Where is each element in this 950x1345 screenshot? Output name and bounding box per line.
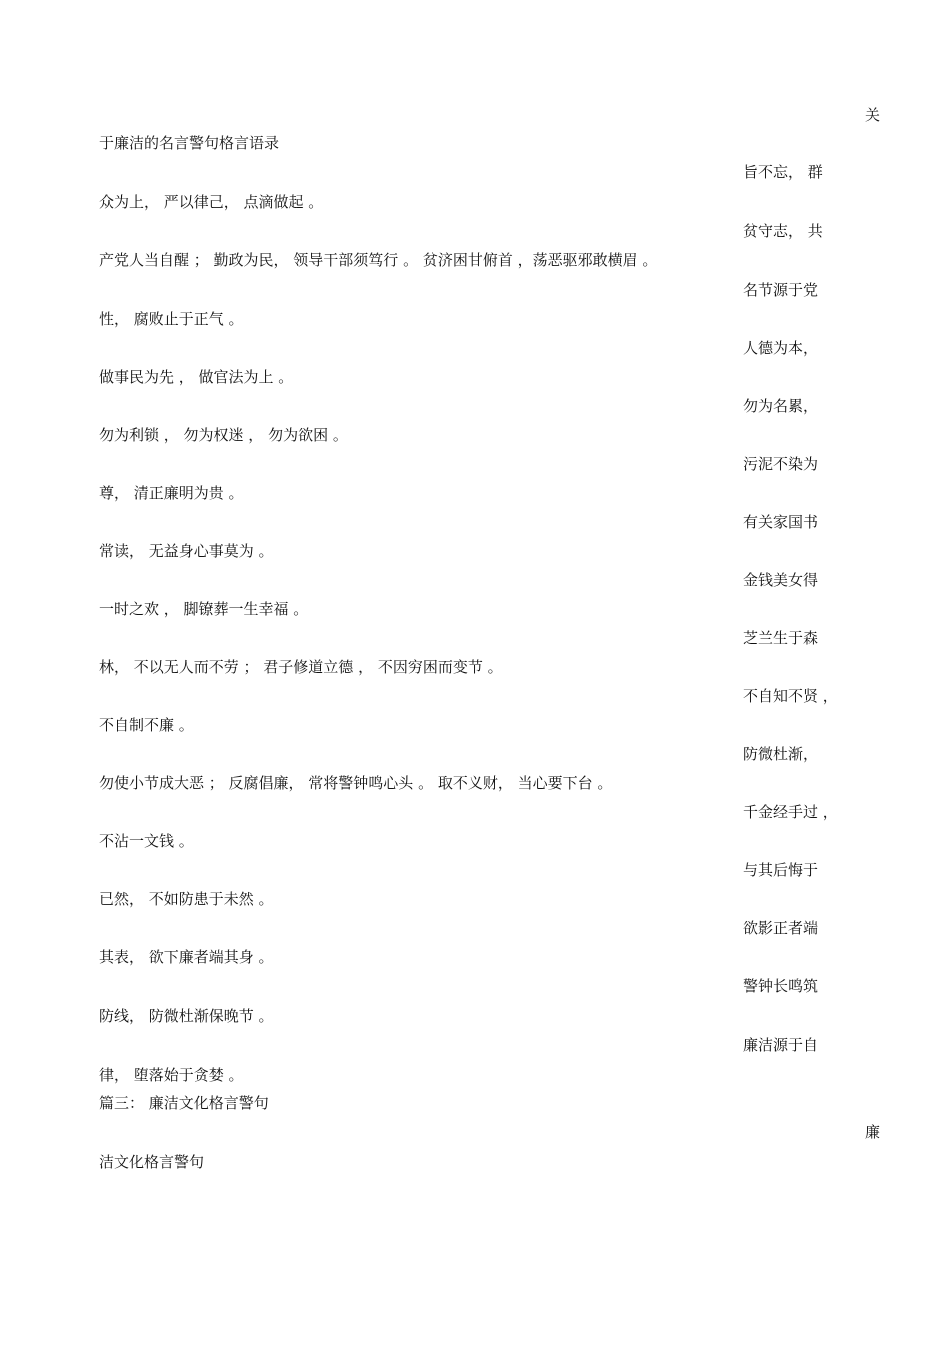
text-line: 廉: [865, 1123, 881, 1141]
text-line: 贫守志， 共: [743, 222, 823, 240]
text-line: 名节源于党: [743, 281, 819, 299]
text-line: 一时之欢 ， 脚镣葬一生幸福 。: [99, 600, 309, 618]
text-line: 律， 堕落始于贪婪 。: [99, 1066, 244, 1084]
text-line: 不沾一文钱 。: [99, 832, 194, 850]
text-line: 防线， 防微杜渐保晚节 。: [99, 1007, 274, 1025]
text-line: 有关家国书: [743, 513, 819, 531]
text-line: 关: [865, 106, 881, 124]
text-line: 警钟长鸣筑: [743, 977, 819, 995]
text-line: 勿为利锁 ， 勿为权迷 ， 勿为欲困 。: [99, 426, 348, 444]
text-line: 洁文化格言警句: [99, 1153, 205, 1171]
text-line: 常读， 无益身心事莫为 。: [99, 542, 274, 560]
text-line: 林， 不以无人而不劳 ； 君子修道立德 ， 不因穷困而变节 。: [99, 658, 503, 676]
text-line: 千金经手过 ，: [743, 803, 838, 821]
text-line: 勿为名累，: [743, 397, 819, 415]
text-line: 污泥不染为: [743, 455, 819, 473]
text-line: 其表， 欲下廉者端其身 。: [99, 948, 274, 966]
text-line: 旨不忘， 群: [743, 163, 823, 181]
text-line: 人德为本，: [743, 339, 819, 357]
text-line: 防微杜渐，: [743, 745, 819, 763]
text-line: 做事民为先 ， 做官法为上 。: [99, 368, 294, 386]
text-line: 于廉洁的名言警句格言语录: [99, 134, 280, 152]
section-heading: 篇三： 廉洁文化格言警句: [99, 1094, 269, 1112]
text-line: 金钱美女得: [743, 571, 819, 589]
text-line: 不自制不廉 。: [99, 716, 194, 734]
text-line: 与其后悔于: [743, 861, 819, 879]
text-line: 欲影正者端: [743, 919, 819, 937]
text-line: 勿使小节成大恶 ； 反腐倡廉， 常将警钟鸣心头 。 取不义财， 当心要下台 。: [99, 774, 613, 792]
text-line: 尊， 清正廉明为贵 。: [99, 484, 244, 502]
text-line: 性， 腐败止于正气 。: [99, 310, 244, 328]
text-line: 产党人当自醒 ； 勤政为民， 领导干部须笃行 。 贫济困甘俯首 ，荡恶驱邪敢横眉 。: [99, 251, 658, 269]
text-line: 不自知不贤 ，: [743, 687, 838, 705]
text-line: 已然， 不如防患于未然 。: [99, 890, 274, 908]
text-line: 芝兰生于森: [743, 629, 819, 647]
text-line: 众为上， 严以律己， 点滴做起 。: [99, 193, 324, 211]
text-line: 廉洁源于自: [743, 1036, 819, 1054]
